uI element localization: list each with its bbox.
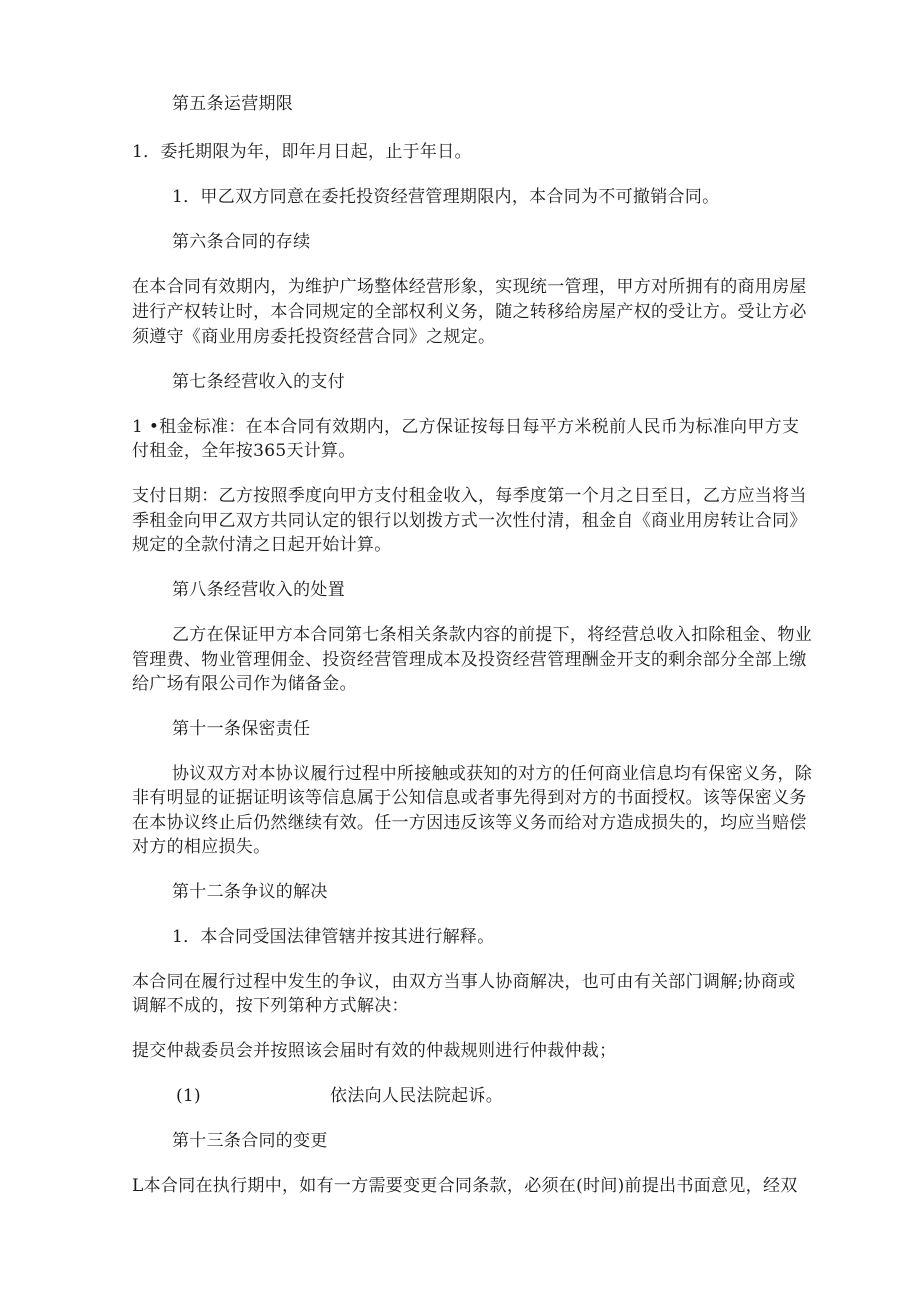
section-12-dispute-line-1: 本合同在履行过程中发生的争议，由双方当事人协商解决，也可由有关部门调解;协商或 — [132, 972, 796, 992]
section-7-rent-line-1: 1 •租金标准：在本合同有效期内，乙方保证按每日每平方米税前人民币为标准向甲方支 — [132, 417, 800, 437]
section-13-paragraph-line-1: L本合同在执行期中，如有一方需要变更合同条款，必须在(时间)前提出书面意见，经双 — [132, 1176, 798, 1196]
section-8-title: 第八条经营收入的处置 — [172, 580, 345, 600]
section-5-clause-2: 1．甲乙双方同意在委托投资经营管理期限内，本合同为不可撤销合同。 — [172, 187, 720, 207]
section-12-item-1-text: 依法向人民法院起诉。 — [330, 1086, 503, 1106]
section-5-title: 第五条运营期限 — [172, 94, 294, 114]
section-7-payment-line-2: 季租金向甲乙双方共同认定的银行以划拨方式一次性付清，租金自《商业用房转让合同》 — [132, 511, 807, 531]
section-12-item-1-number: (1) — [176, 1086, 201, 1106]
section-8-paragraph-line-3: 给广场有限公司作为储备金。 — [132, 674, 357, 694]
section-7-payment-line-1: 支付日期：乙方按照季度向甲方支付租金收入，每季度第一个月之日至日，乙方应当将当 — [132, 486, 807, 506]
section-6-paragraph-line-1: 在本合同有效期内，为维护广场整体经营形象，实现统一管理，甲方对所拥有的商用房屋 — [132, 277, 807, 297]
section-11-paragraph-line-4: 对方的相应损失。 — [132, 837, 271, 857]
section-8-paragraph-line-1: 乙方在保证甲方本合同第七条相关条款内容的前提下，将经营总收入扣除租金、物业 — [172, 625, 813, 645]
section-6-title: 第六条合同的存续 — [172, 232, 311, 252]
section-12-arbitration: 提交仲裁委员会并按照该会届时有效的仲裁规则进行仲裁仲裁； — [132, 1041, 617, 1061]
section-8-paragraph-line-2: 管理费、物业管理佣金、投资经营管理成本及投资经营管理酬金开支的剩余部分全部上缴 — [132, 650, 807, 670]
section-13-title: 第十三条合同的变更 — [172, 1131, 328, 1151]
section-7-payment-line-3: 规定的全款付清之日起开始计算。 — [132, 535, 392, 555]
section-6-paragraph-line-3: 须遵守《商业用房委托投资经营合同》之规定。 — [132, 327, 496, 347]
section-11-paragraph-line-2: 非有明显的证据证明该等信息属于公知信息或者事先得到对方的书面授权。该等保密义务 — [132, 788, 807, 808]
section-12-dispute-line-2: 调解不成的，按下列第种方式解决： — [132, 996, 409, 1016]
section-7-title: 第七条经营收入的支付 — [172, 372, 345, 392]
section-11-title: 第十一条保密责任 — [172, 719, 311, 739]
section-5-clause-1: 1．委托期限为年，即年月日起，止于年日。 — [132, 142, 472, 162]
section-12-title: 第十二条争议的解决 — [172, 882, 328, 902]
section-12-clause-1: 1．本合同受国法律管辖并按其进行解释。 — [172, 927, 495, 947]
section-11-paragraph-line-3: 在本协议终止后仍然继续有效。任一方因违反该等义务而给对方造成损失的，均应当赔偿 — [132, 813, 807, 833]
section-11-paragraph-line-1: 协议双方对本协议履行过程中所接触或获知的对方的任何商业信息均有保密义务，除 — [172, 764, 813, 784]
section-6-paragraph-line-2: 进行产权转让时，本合同规定的全部权利义务，随之转移给房屋产权的受让方。受让方必 — [132, 302, 807, 322]
section-7-rent-line-2: 付租金，全年按365天计算。 — [132, 441, 356, 461]
